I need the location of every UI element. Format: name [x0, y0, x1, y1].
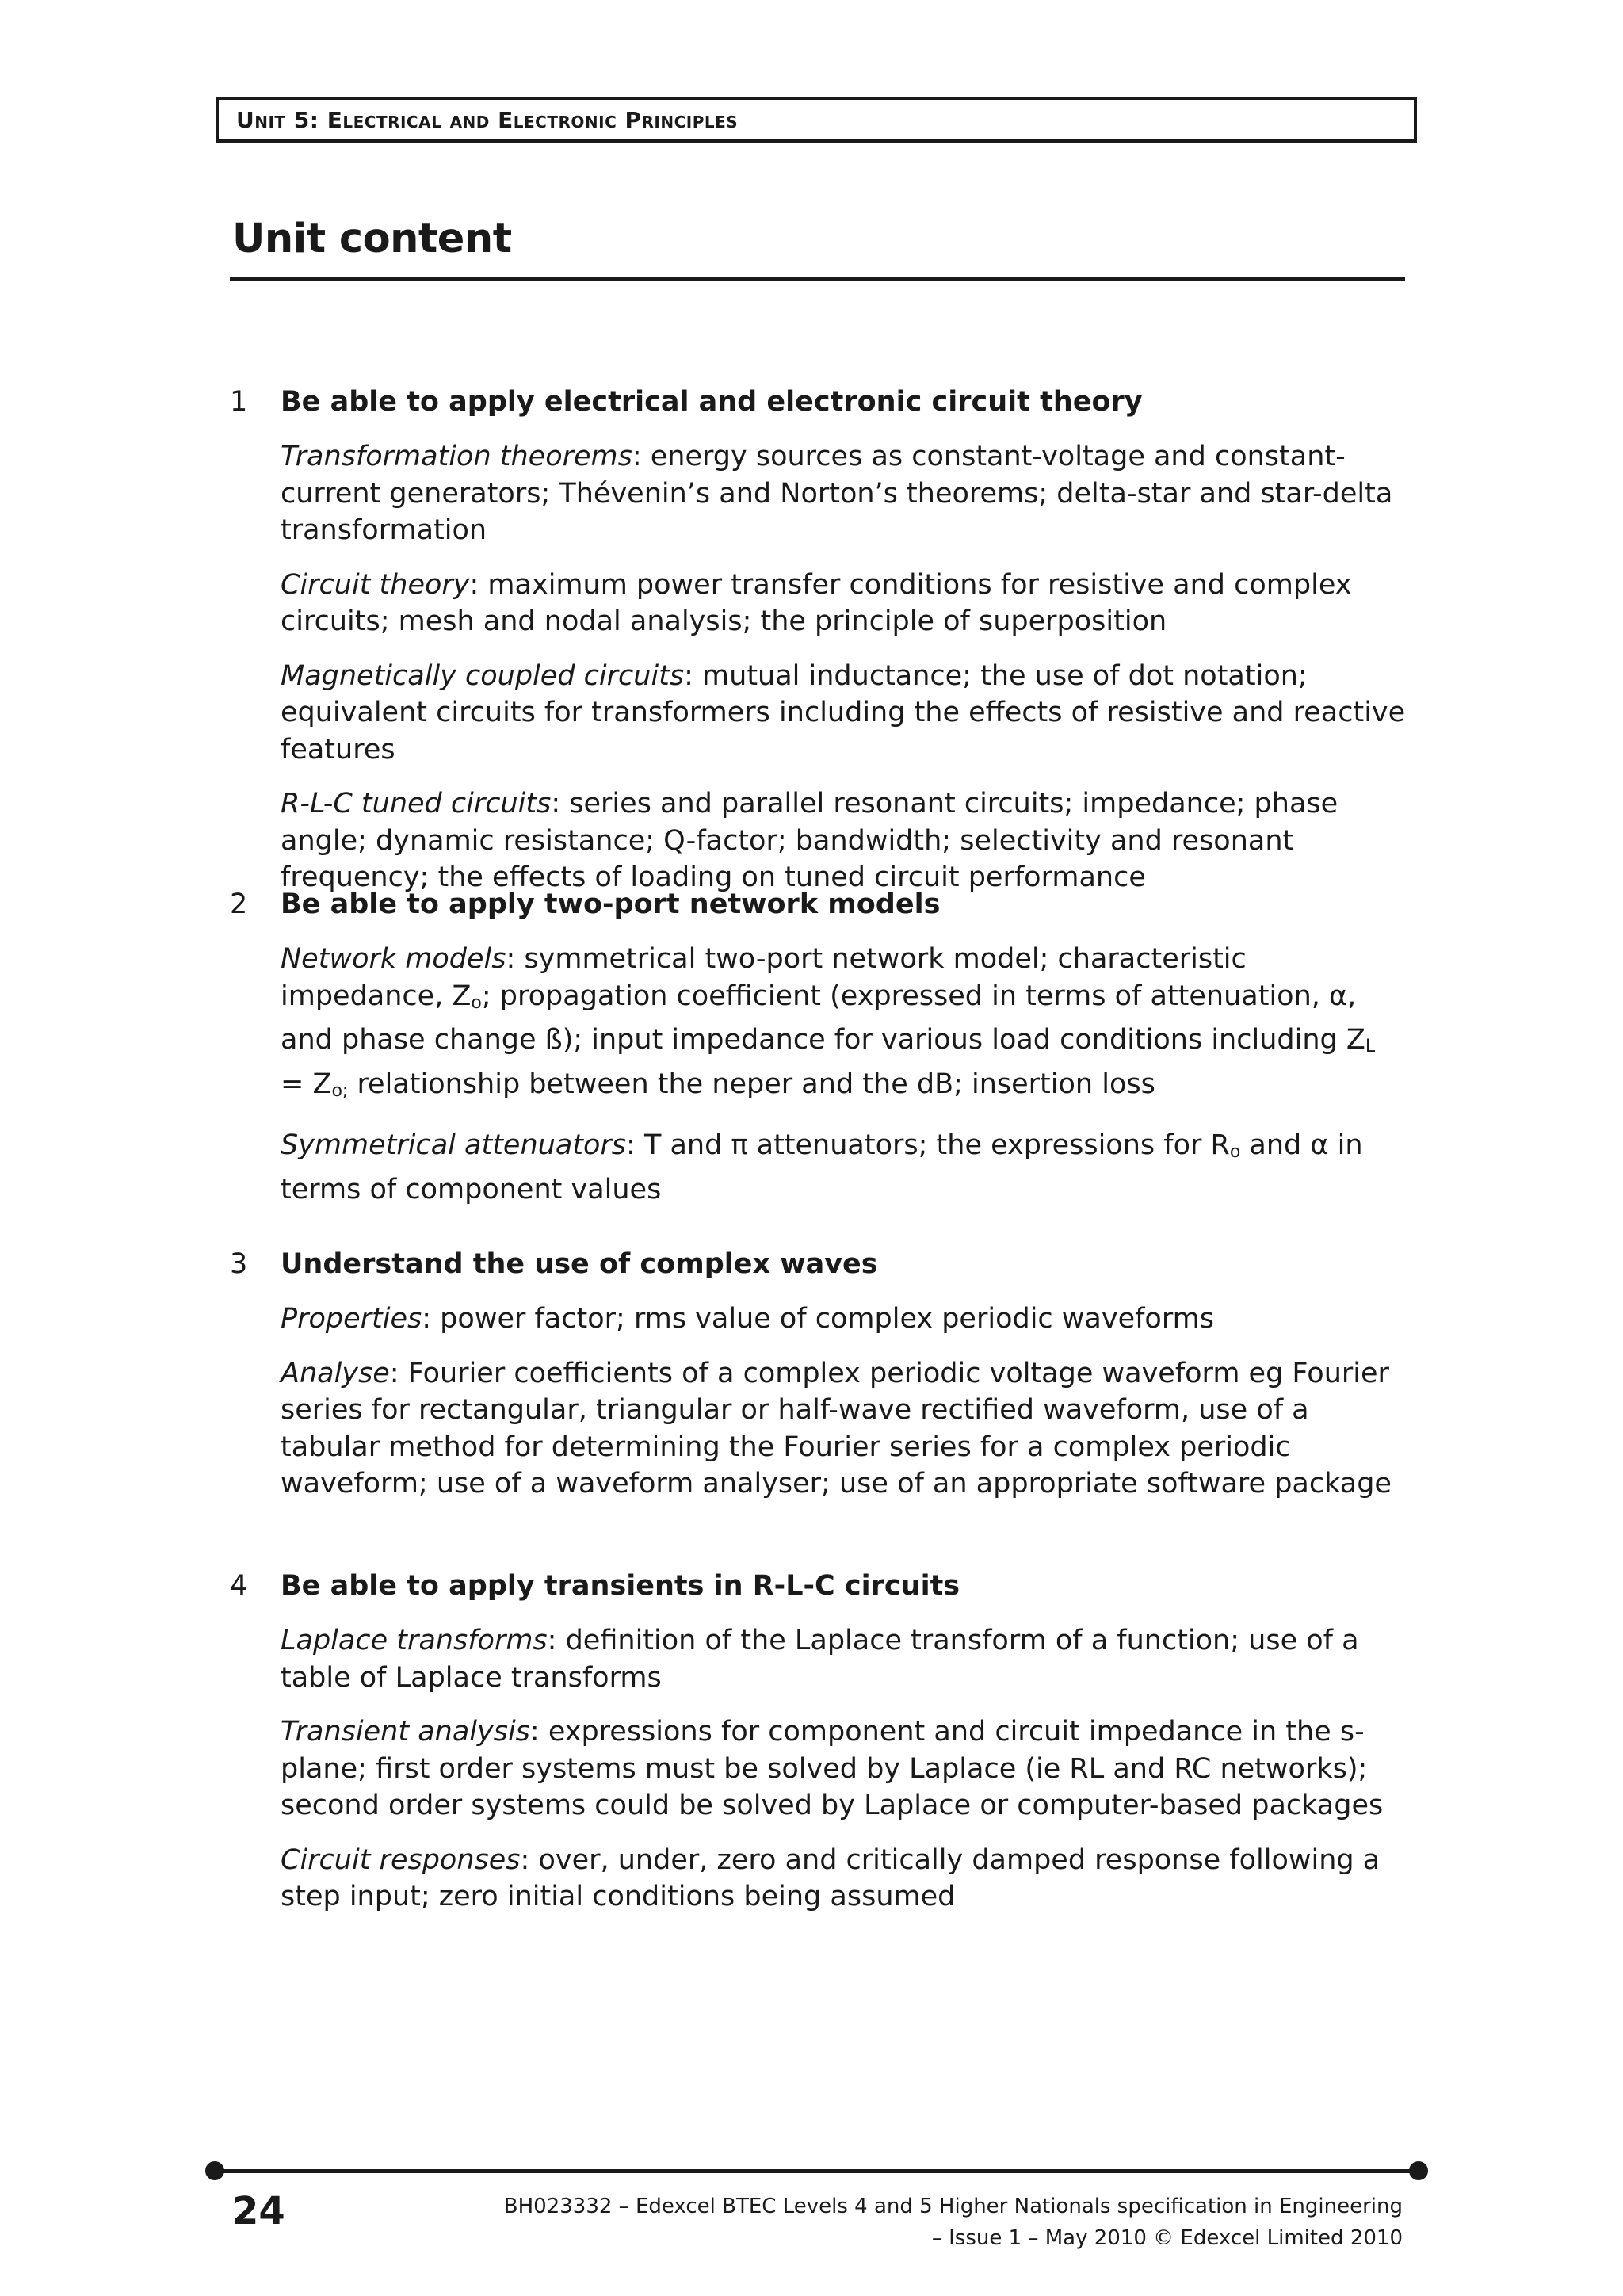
footer-publication-info [504, 2191, 1403, 2254]
footer-line-2: – Issue 1 – May 2010 © Edexcel Limited 2010 [931, 2226, 1403, 2250]
content-item [281, 1842, 1406, 1916]
item-term: Magnetically coupled circuits [281, 659, 685, 692]
item-text: : energy sources as constant-voltage and constant-current generators; Thévenin’s and Norton’s theorems; delta-star and star-delta transformation [281, 441, 1393, 546]
item-text: and α in terms of component values [281, 1129, 1363, 1205]
section-items [281, 941, 1406, 1225]
section-number: 2 [230, 888, 248, 920]
title-underline [230, 277, 1405, 281]
item-term: Properties [281, 1303, 422, 1335]
item-term: Transient analysis [281, 1716, 530, 1748]
item-term: Laplace transforms [281, 1625, 548, 1656]
item-term: Network models [281, 943, 506, 975]
item-term: Symmetrical attenuators [281, 1129, 627, 1161]
item-text: : T and π attenuators; the expressions for R [626, 1129, 1230, 1161]
content-item [281, 1622, 1406, 1696]
subscript: L [1365, 1037, 1376, 1056]
item-term: Circuit responses [281, 1843, 521, 1876]
content-item [281, 438, 1406, 549]
item-text: : maximum power transfer conditions for resistive and complex circuits; mesh and nodal analysis; the principle of superposition [281, 568, 1352, 637]
item-term: R-L-C tuned circuits [281, 788, 552, 819]
section-heading: Be able to apply electrical and electronic circuit theory [281, 386, 1143, 418]
section-number: 1 [230, 386, 248, 418]
section-items [281, 438, 1406, 914]
content-item [281, 1301, 1406, 1338]
section-number: 3 [230, 1248, 248, 1280]
item-text: relationship between the neper and the dB; insertion loss [348, 1068, 1155, 1100]
footer-rule [214, 2169, 1419, 2173]
content-item [281, 785, 1406, 896]
content-item [281, 1127, 1406, 1208]
subscript: o [1229, 1142, 1241, 1162]
item-text: = Z [281, 1068, 332, 1100]
section-heading: Be able to apply transients in R-L-C circuits [281, 1570, 960, 1602]
item-text: : over, under, zero and critically damped response following a step input; zero initial conditions being assumed [281, 1843, 1381, 1912]
unit-header-box [216, 97, 1417, 143]
item-text: : power factor; rms value of complex periodic waveforms [422, 1303, 1214, 1335]
section-items [281, 1301, 1406, 1520]
item-term: Analyse [281, 1357, 390, 1389]
content-item [281, 567, 1406, 640]
item-term: Transformation theorems [281, 441, 632, 472]
unit-header-title: Unit 5: Electrical and Electronic Principles [236, 106, 739, 133]
section-heading: Understand the use of complex waves [281, 1248, 878, 1280]
subscript: o [471, 992, 482, 1013]
footer-rule-dot-right [1409, 2161, 1428, 2180]
item-text: : expressions for component and circuit impedance in the s-plane; first order systems must be solved by Laplace (ie RL and RC networks); second order systems could be solved by Laplace or computer-based packages [281, 1716, 1384, 1821]
item-text: : definition of the Laplace transform of a function; use of a table of Laplace transforms [281, 1625, 1359, 1694]
page-number: 24 [232, 2189, 285, 2233]
item-text: : symmetrical two-port network model; characteristic impedance, Z [281, 943, 1247, 1012]
item-text: : mutual inductance; the use of dot notation; equivalent circuits for transformers including the effects of resistive and reactive features [281, 659, 1406, 766]
item-text: : series and parallel resonant circuits; impedance; phase angle; dynamic resistance; Q-factor; bandwidth; selectivity and resonant frequency; the effects of loading on tuned circuit performance [281, 788, 1338, 893]
content-item [281, 1355, 1406, 1503]
footer-line-1: BH023332 – Edexcel BTEC Levels 4 and 5 Higher Nationals specification in Engineering [503, 2195, 1403, 2218]
item-text: ; propagation coefficient (expressed in terms of attenuation, α, and phase change ß); input impedance for various load conditions including Z [281, 980, 1365, 1056]
page-title: Unit content [232, 216, 512, 262]
item-term: Circuit theory [281, 568, 470, 601]
section-items [281, 1622, 1406, 1933]
content-item [281, 1713, 1406, 1824]
section-heading: Be able to apply two-port network models [281, 888, 941, 920]
content-item [281, 941, 1406, 1110]
item-text: : Fourier coefficients of a complex periodic voltage waveform eg Fourier series for rectangular, triangular or half-wave rectified waveform, use of a tabular method for determining the Fourier series for a complex periodic waveform; use of a waveform analyser; use of an appropriate software package [281, 1357, 1392, 1499]
subscript: o; [331, 1080, 349, 1101]
content-item [281, 658, 1406, 769]
section-number: 4 [230, 1570, 248, 1602]
